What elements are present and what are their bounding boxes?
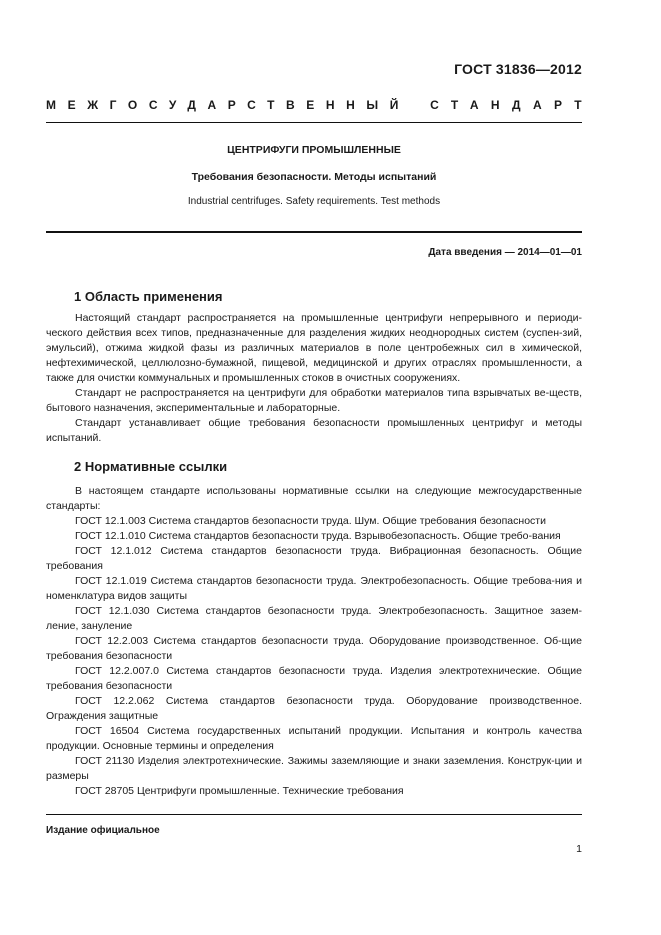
reference-item: ГОСТ 16504 Система государственных испытаний продукции. Испытания и контроль качества продукции. Основные термины и определения xyxy=(46,725,582,752)
page-number: 1 xyxy=(576,843,582,855)
header-divider xyxy=(46,122,582,123)
english-title: Industrial centrifuges. Safety requirements. Test methods xyxy=(187,196,441,207)
standard-number: ГОСТ 31836—2012 xyxy=(454,61,582,77)
reference-item: ГОСТ 12.2.062 Система стандартов безопасности труда. Оборудование производственное. Ограждения защитные xyxy=(46,695,582,722)
section-1-heading: 1 Область применения xyxy=(74,289,223,304)
reference-item: ГОСТ 12.2.003 Система стандартов безопасности труда. Оборудование производственное. Об-щие требования безопасности xyxy=(46,635,582,662)
section-2-body xyxy=(46,484,582,799)
reference-item: ГОСТ 12.1.030 Система стандартов безопасности труда. Электробезопасность. Защитное зазем-ление, зануление xyxy=(46,605,582,632)
document-title: ЦЕНТРИФУГИ ПРОМЫШЛЕННЫЕ xyxy=(227,144,401,156)
paragraph: Настоящий стандарт распространяется на промышленные центрифуги непрерывного и периоди-ческого действия всех типов, предназначенные для разделения жидких неоднородных систем (суспен-зий, эмульсий), отжима жидкой фазы из различных материалов в поле центробежных сил в химической, нефтехимической, целлюлозно-бумажной, пищевой, медицинской и других отраслях промышленности, а также для очистки коммунальных и промышленных стоков в очистных сооружениях. xyxy=(46,312,582,384)
title-divider xyxy=(46,231,582,233)
document-subtitle: Требования безопасности. Методы испытаний xyxy=(191,171,437,183)
paragraph: В настоящем стандарте использованы нормативные ссылки на следующие межгосударственные стандарты: xyxy=(46,485,582,512)
paragraph: Стандарт не распространяется на центрифуги для обработки материалов типа взрывчатых ве-ществ, бытового назначения, экспериментальные и лабораторные. xyxy=(46,387,582,414)
interstate-word: МЕЖГОСУДАРСТВЕННЫЙ xyxy=(46,98,410,112)
reference-item: ГОСТ 21130 Изделия электротехнические. Зажимы заземляющие и знаки заземления. Конструк-ции и размеры xyxy=(46,755,582,782)
reference-item: ГОСТ 12.1.010 Система стандартов безопасности труда. Взрывобезопасность. Общие требо-вания xyxy=(75,530,561,542)
section-1-body xyxy=(46,311,582,446)
standard-word: СТАНДАРТ xyxy=(430,98,594,112)
edition-label: Издание официальное xyxy=(46,825,160,836)
reference-item: ГОСТ 12.2.007.0 Система стандартов безопасности труда. Изделия электротехнические. Общие требования безопасности xyxy=(46,665,582,692)
reference-item: ГОСТ 28705 Центрифуги промышленные. Технические требования xyxy=(75,785,404,797)
reference-item: ГОСТ 12.1.003 Система стандартов безопасности труда. Шум. Общие требования безопасности xyxy=(75,515,546,527)
introduction-date: Дата введения — 2014—01—01 xyxy=(428,247,582,258)
paragraph: Стандарт устанавливает общие требования безопасности промышленных центрифуг и методы испытаний. xyxy=(46,417,582,444)
reference-item: ГОСТ 12.1.012 Система стандартов безопасности труда. Вибрационная безопасность. Общие требования xyxy=(46,545,582,572)
section-2-heading: 2 Нормативные ссылки xyxy=(74,459,228,474)
reference-item: ГОСТ 12.1.019 Система стандартов безопасности труда. Электробезопасность. Общие требова-ния и номенклатура видов защиты xyxy=(46,575,582,602)
footer-divider xyxy=(46,814,582,815)
